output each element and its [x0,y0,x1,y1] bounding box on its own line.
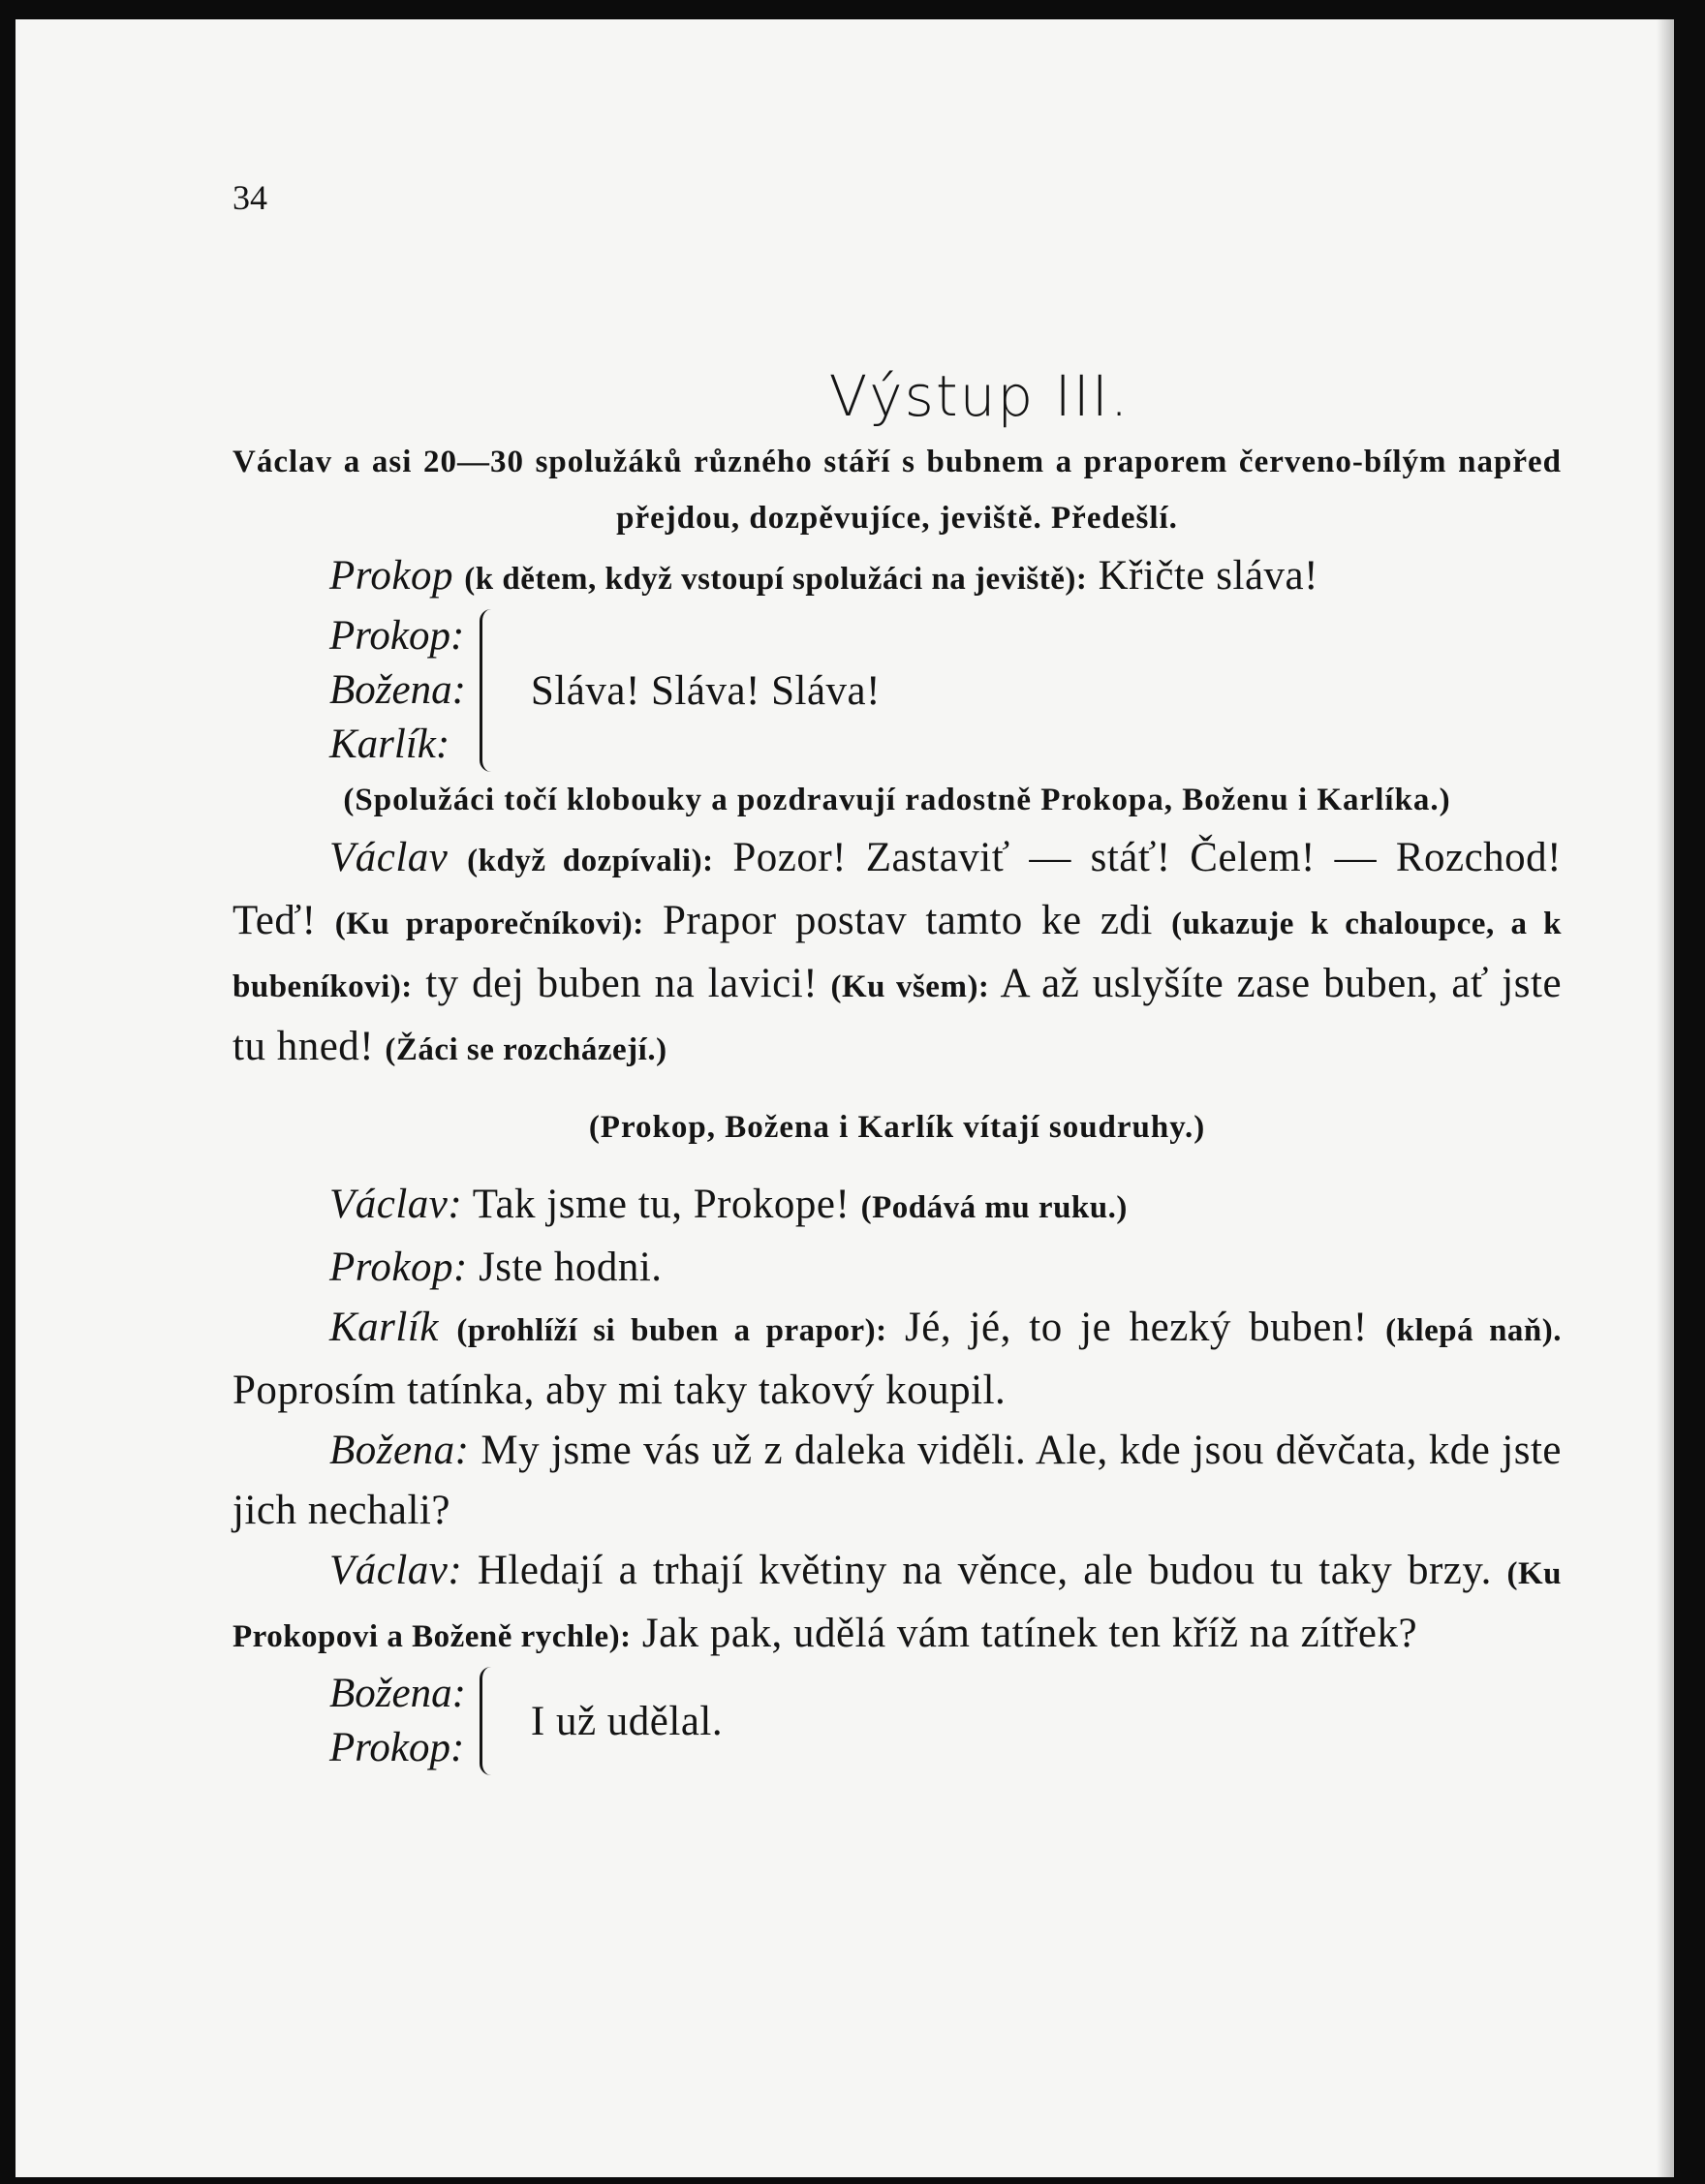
page-text [232,155,1562,1775]
dialogue-karlik-1 [232,1298,1562,1421]
scene-title: Výstup III. [828,363,1131,429]
speaker-name: Karlík [329,1305,439,1350]
spoken-text: Jak pak, udělá vám tatínek ten kříž na zítřek? [641,1611,1418,1656]
brace-mark [480,1667,508,1775]
stage-direction: (Podává mu ruku.) [860,1190,1128,1225]
dialogue-vaclav-2 [232,1175,1562,1238]
chorus-line: Sláva! Sláva! Sláva! [530,667,881,714]
chorus-speaker: Božena: [329,1671,466,1716]
dialogue-vaclav-3 [232,1541,1562,1667]
stage-direction-3: (Prokop, Božena i Karlík vítají soudruhy.) [588,1110,1206,1145]
chorus-1 [329,609,1562,772]
stage-direction: (prohlíží si buben a prapor): [456,1313,887,1348]
spoken-text: Prapor postav tamto ke zdi [662,898,1153,943]
stage-direction: (Ku Prokopovi a Boženě rychle): [232,1556,1562,1654]
speaker-name: Václav: [329,1548,463,1593]
chorus-speaker: Božena: [329,667,466,713]
spoken-text: A až uslyšíte zase buben, ať jste tu hned! [232,961,1563,1069]
stage-direction: (k dětem, když vstoupí spolužáci na jeviště): [464,562,1088,597]
chorus-speakers [329,609,466,772]
stage-direction-2: (Spolužáci točí klobouky a pozdravují radostně Prokopa, Boženu i Karlíka.) [343,783,1451,817]
page-number: 34 [232,178,267,217]
book-page [16,19,1674,2177]
spoken-text: Tak jsme tu, Prokope! [472,1182,851,1227]
stage-direction: (ukazuje k chaloupce, a k bubeníkovi): [232,907,1563,1004]
spoken-text: Jste hodni. [479,1245,663,1290]
spoken-text: Poprosím tatínka, aby mi taky takový koupil. [232,1368,1007,1413]
spoken-text: Křičte sláva! [1098,553,1318,599]
chorus-line: I už udělal. [530,1698,724,1744]
stage-direction: (Žáci se rozcházejí.) [385,1032,667,1067]
speaker-name: Božena: [329,1428,470,1473]
stage-direction: (když dozpívali): [467,844,714,878]
chorus-speaker: Prokop: [329,1725,465,1770]
spacer [232,1080,1562,1099]
chorus-speakers [329,1667,466,1775]
dialogue-vaclav-1 [232,828,1562,1080]
spoken-text: ty dej buben na lavici! [425,961,819,1006]
speaker-name: Prokop: [329,1245,468,1290]
stage-direction: (Ku všem): [830,969,990,1004]
stage-direction: (Ku praporečníkovi): [334,907,644,941]
spoken-text: Pozor! Zastaviť — stáť! Čelem! — Rozchod! Teď! [232,835,1563,943]
stage-direction-intro: Václav a asi 20—30 spolužáků různého stáří s bubnem a praporem červeno-bílým napřed přejdou, dozpěvujíce, jeviště. Předešlí. [232,445,1562,536]
dialogue-prokop-2 [232,1238,1562,1298]
speaker-name: Václav [329,835,449,880]
brace-mark [480,609,508,772]
speaker-name: Prokop [329,553,453,599]
dialogue-prokop-1 [232,546,1562,609]
spacer [232,1155,1562,1175]
dialogue-bozena-1 [232,1421,1562,1541]
spoken-text: Jé, jé, to je hezký buben! [905,1305,1368,1350]
speaker-name: Václav: [329,1182,463,1227]
chorus-speaker: Karlík: [329,722,450,767]
chorus-2 [329,1667,1562,1775]
chorus-speaker: Prokop: [329,613,465,659]
spoken-text: Hledají a trhají květiny na věnce, ale budou tu taky brzy. [477,1548,1492,1593]
stage-direction: (klepá naň). [1385,1313,1563,1348]
spoken-text: My jsme vás už z daleka viděli. Ale, kde jsou děvčata, kde jste jich nechali? [232,1428,1563,1533]
